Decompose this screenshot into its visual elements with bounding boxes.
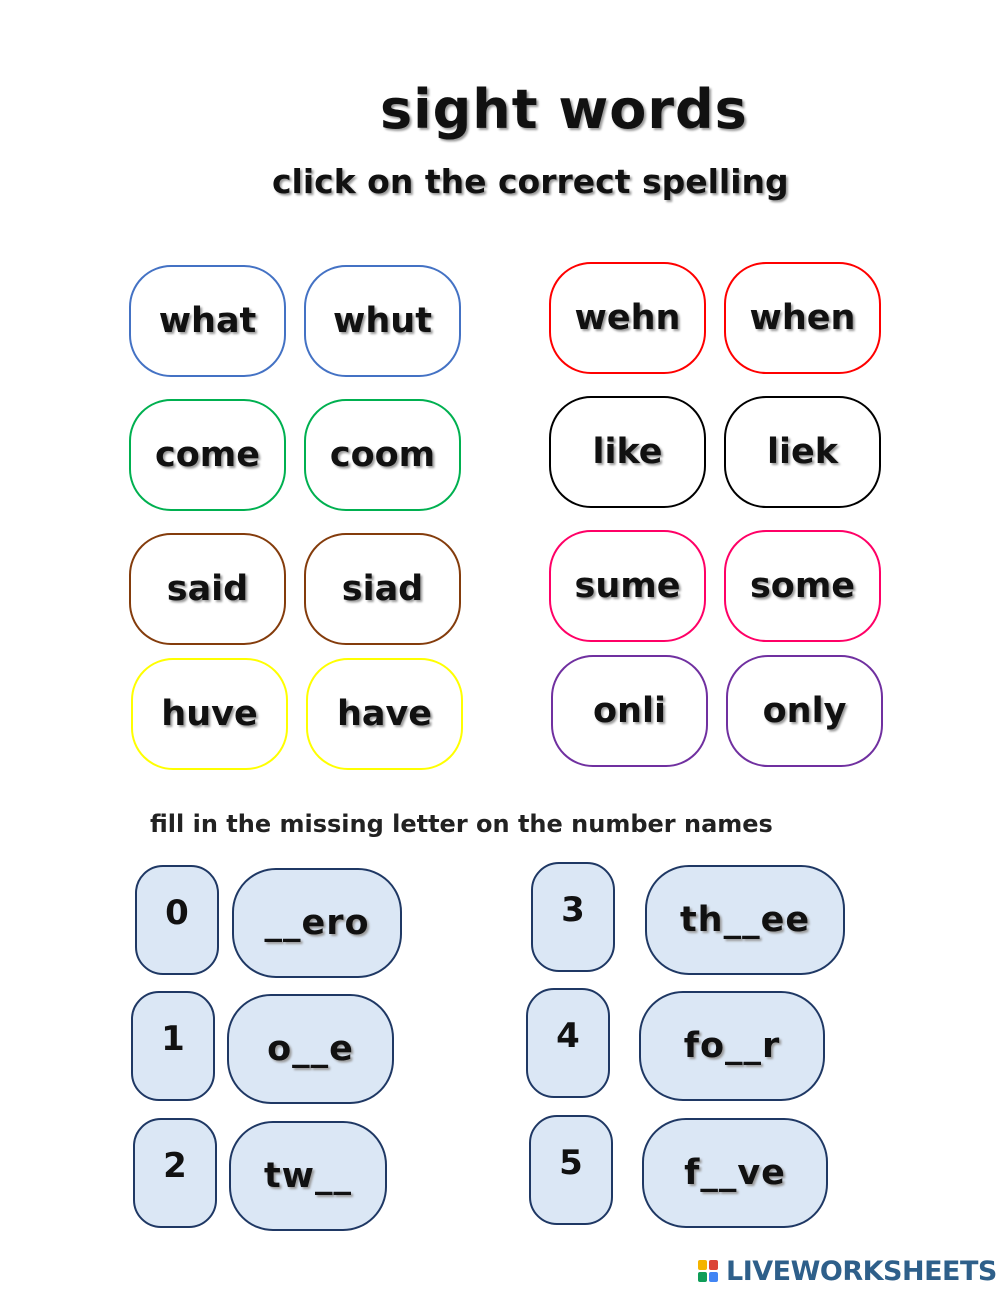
word-option-onli[interactable]: onli xyxy=(551,655,708,767)
word-option-only[interactable]: only xyxy=(726,655,883,767)
number-word-field-two[interactable]: tw__ xyxy=(229,1121,387,1231)
word-option-siad[interactable]: siad xyxy=(304,533,461,645)
fill-in-instruction: fill in the missing letter on the number names xyxy=(150,810,773,838)
word-option-when[interactable]: when xyxy=(724,262,881,374)
word-option-have[interactable]: have xyxy=(306,658,463,770)
page-title: sight words xyxy=(380,78,748,141)
number-digit-5: 5 xyxy=(529,1115,613,1225)
word-option-sume[interactable]: sume xyxy=(549,530,706,642)
word-option-coom[interactable]: coom xyxy=(304,399,461,511)
number-word-field-one[interactable]: o__e xyxy=(227,994,394,1104)
word-option-what[interactable]: what xyxy=(129,265,286,377)
word-option-said[interactable]: said xyxy=(129,533,286,645)
word-option-wehn[interactable]: wehn xyxy=(549,262,706,374)
word-option-some[interactable]: some xyxy=(724,530,881,642)
number-digit-4: 4 xyxy=(526,988,610,1098)
number-word-field-zero[interactable]: __ero xyxy=(232,868,402,978)
word-option-like[interactable]: like xyxy=(549,396,706,508)
number-word-field-four[interactable]: fo__r xyxy=(639,991,825,1101)
number-digit-0: 0 xyxy=(135,865,219,975)
liveworksheets-logo-icon xyxy=(698,1260,720,1284)
word-option-whut[interactable]: whut xyxy=(304,265,461,377)
liveworksheets-logo-text: LIVEWORKSHEETS xyxy=(726,1256,997,1287)
number-word-field-three[interactable]: th__ee xyxy=(645,865,845,975)
number-word-field-five[interactable]: f__ve xyxy=(642,1118,828,1228)
word-option-liek[interactable]: liek xyxy=(724,396,881,508)
word-option-come[interactable]: come xyxy=(129,399,286,511)
number-digit-1: 1 xyxy=(131,991,215,1101)
word-option-huve[interactable]: huve xyxy=(131,658,288,770)
liveworksheets-logo[interactable] xyxy=(698,1256,997,1287)
number-digit-3: 3 xyxy=(531,862,615,972)
page-subtitle: click on the correct spelling xyxy=(272,162,789,201)
number-digit-2: 2 xyxy=(133,1118,217,1228)
